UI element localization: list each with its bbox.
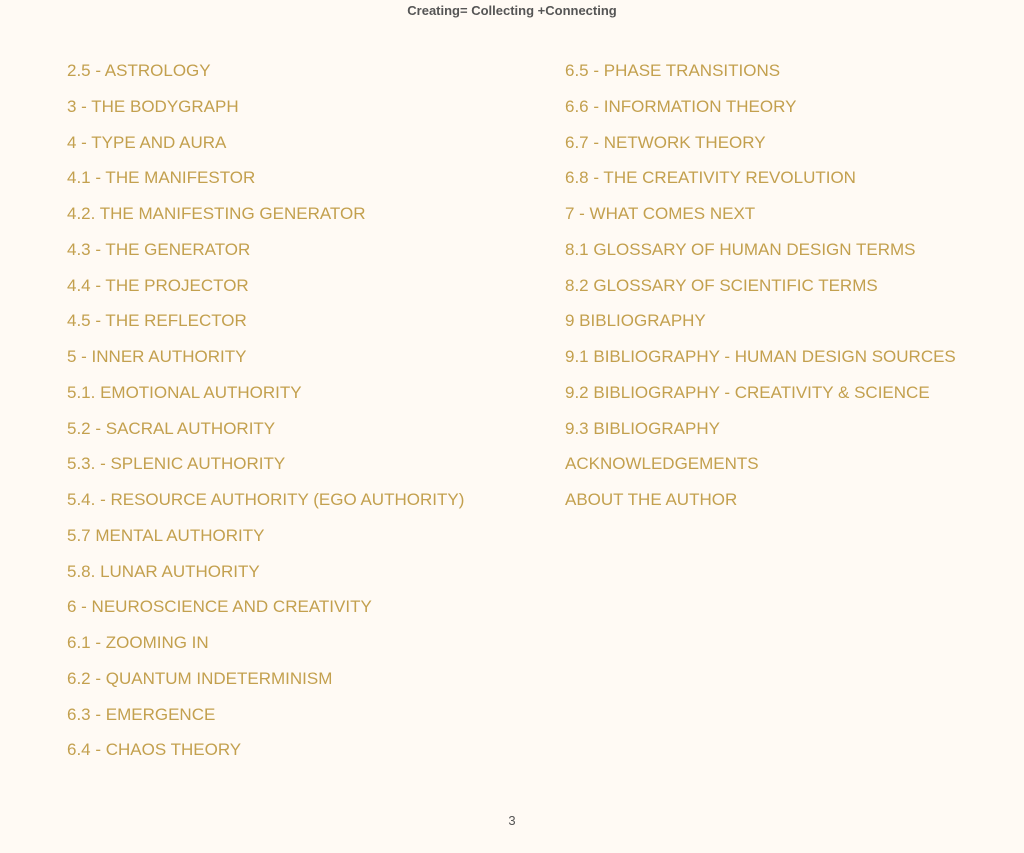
toc-link[interactable]: 6.5 - PHASE TRANSITIONS bbox=[565, 61, 781, 80]
toc-link[interactable]: 4.3 - THE GENERATOR bbox=[67, 239, 251, 259]
toc-link[interactable]: 6.6 - INFORMATION THEORY bbox=[565, 96, 797, 116]
toc-link[interactable]: 3 - THE BODYGRAPH bbox=[67, 96, 239, 116]
toc-link[interactable]: 2.5 - ASTROLOGY bbox=[67, 61, 211, 80]
toc-link[interactable]: ACKNOWLEDGEMENTS bbox=[565, 454, 759, 474]
toc-link[interactable]: 4.1 - THE MANIFESTOR bbox=[67, 168, 256, 188]
toc-link[interactable]: 8.2 GLOSSARY OF SCIENTIFIC TERMS bbox=[565, 275, 878, 295]
toc-left-column bbox=[67, 56, 464, 771]
page-number: 3 bbox=[508, 813, 516, 828]
toc-link[interactable]: 6 - NEUROSCIENCE AND CREATIVITY bbox=[67, 597, 372, 617]
toc-link[interactable]: 5 - INNER AUTHORITY bbox=[67, 347, 247, 366]
toc-link[interactable]: 6.2 - QUANTUM INDETERMINISM bbox=[67, 668, 333, 688]
toc-link[interactable]: 4 - TYPE AND AURA bbox=[67, 132, 227, 152]
toc-link[interactable]: 9 BIBLIOGRAPHY bbox=[565, 311, 706, 331]
toc-link[interactable]: 5.4. - RESOURCE AUTHORITY (EGO AUTHORITY) bbox=[67, 490, 465, 509]
toc-right-column bbox=[565, 56, 956, 521]
toc-link[interactable]: 9.2 BIBLIOGRAPHY - CREATIVITY & SCIENCE bbox=[565, 382, 930, 402]
toc-link[interactable]: 6.4 - CHAOS THEORY bbox=[67, 740, 242, 760]
toc-link[interactable]: 5.7 MENTAL AUTHORITY bbox=[67, 525, 265, 545]
toc-link[interactable]: 4.2. THE MANIFESTING GENERATOR bbox=[67, 204, 366, 223]
toc-link[interactable]: 5.8. LUNAR AUTHORITY bbox=[67, 561, 260, 581]
toc-link[interactable]: 5.2 - SACRAL AUTHORITY bbox=[67, 418, 276, 438]
toc-link[interactable]: 9.3 BIBLIOGRAPHY bbox=[565, 418, 720, 438]
toc-link[interactable]: 6.7 - NETWORK THEORY bbox=[565, 132, 766, 152]
toc-link[interactable]: 5.3. - SPLENIC AUTHORITY bbox=[67, 454, 286, 474]
toc-link[interactable]: 4.4 - THE PROJECTOR bbox=[67, 275, 249, 295]
toc-link[interactable]: 6.8 - THE CREATIVITY REVOLUTION bbox=[565, 168, 856, 188]
toc-link[interactable]: ABOUT THE AUTHOR bbox=[565, 490, 738, 509]
toc-link[interactable]: 6.3 - EMERGENCE bbox=[67, 704, 216, 724]
window-title: Creating= Collecting +Connecting bbox=[407, 3, 617, 18]
toc-link[interactable]: 8.1 GLOSSARY OF HUMAN DESIGN TERMS bbox=[565, 239, 916, 259]
toc-link[interactable]: 6.1 - ZOOMING IN bbox=[67, 633, 209, 652]
toc-link[interactable]: 7 - WHAT COMES NEXT bbox=[565, 204, 756, 223]
toc-link[interactable]: 9.1 BIBLIOGRAPHY - HUMAN DESIGN SOURCES bbox=[565, 347, 956, 366]
toc-link[interactable]: 5.1. EMOTIONAL AUTHORITY bbox=[67, 382, 302, 402]
toc-link[interactable]: 4.5 - THE REFLECTOR bbox=[67, 311, 247, 331]
